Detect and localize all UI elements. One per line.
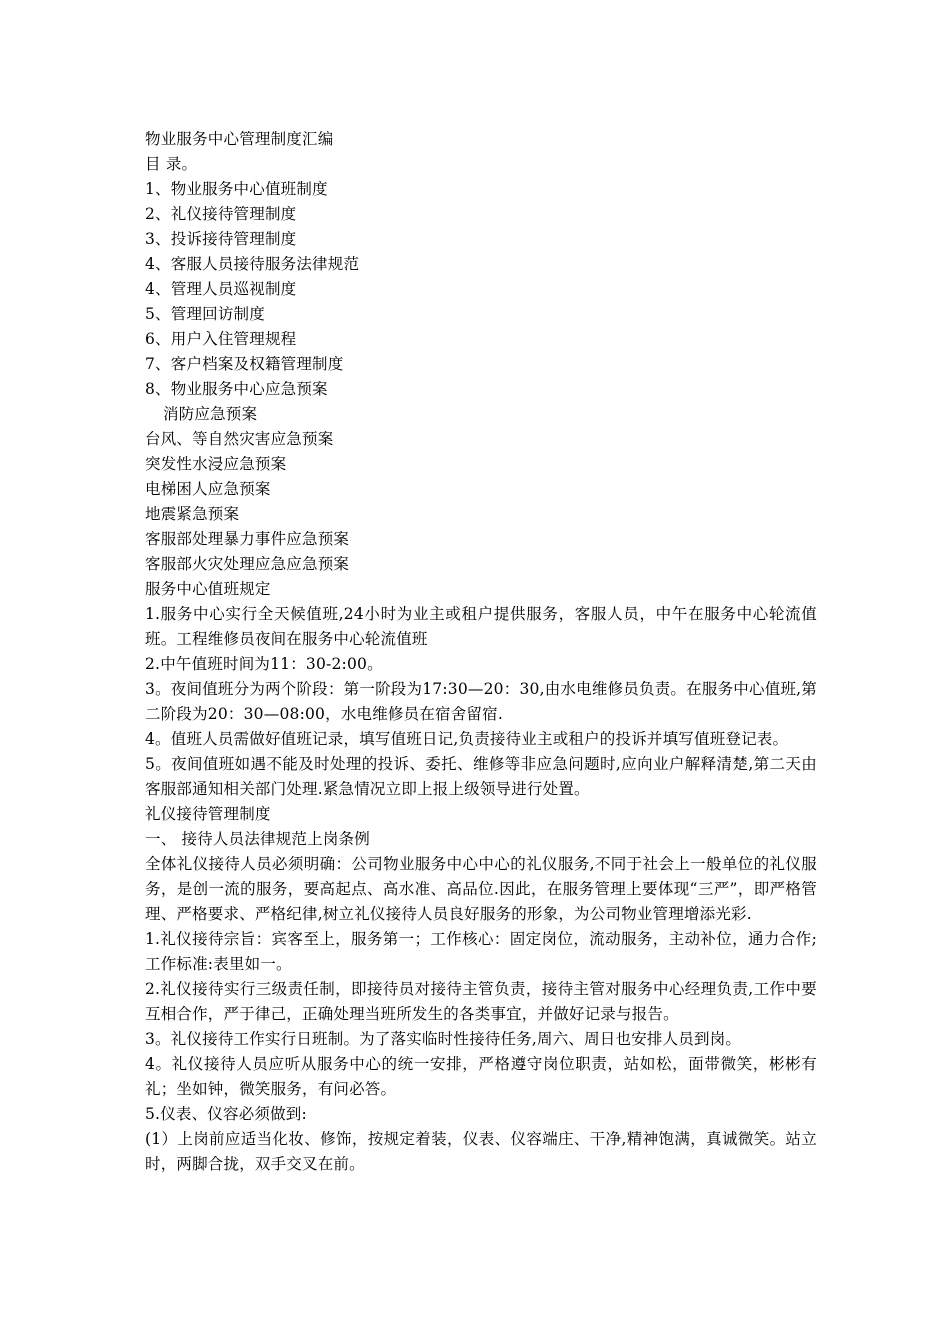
paragraph: 2.礼仪接待实行三级责任制，即接待员对接待主管负责，接待主管对服务中心经理负责,工作中要互相合作，严于律己，正确处理当班所发生的各类事宜，并做好记录与报告。 <box>145 980 817 1023</box>
toc-item: 5、管理回访制度 <box>145 305 265 323</box>
paragraph: 3。夜间值班分为两个阶段：第一阶段为17:30—20：30,由水电维修员负责。在服务中心值班,第二阶段为20：30—08:00，水电维修员在宿舍留宿. <box>145 680 817 723</box>
paragraph: 3。礼仪接待工作实行日班制。为了落实临时性接待任务,周六、周日也安排人员到岗。 <box>145 1030 742 1048</box>
toc-item: 3、投诉接待管理制度 <box>145 230 297 248</box>
paragraph: 1.礼仪接待宗旨：宾客至上，服务第一；工作核心：固定岗位，流动服务，主动补位，通力合作;工作标准:表里如一。 <box>145 930 817 973</box>
subsection-heading: 一、 接待人员法律规范上岗条例 <box>145 830 370 848</box>
paragraph: (1）上岗前应适当化妆、修饰，按规定着装，仪表、仪容端庄、干净,精神饱满，真诚微笑。站立时，两脚合拢，双手交叉在前。 <box>145 1130 817 1173</box>
section-heading: 礼仪接待管理制度 <box>145 805 271 823</box>
toc-item: 7、客户档案及权籍管理制度 <box>145 355 344 373</box>
document-body <box>145 127 817 1177</box>
toc-heading: 目 录。 <box>145 155 198 173</box>
toc-item: 1、物业服务中心值班制度 <box>145 180 328 198</box>
toc-subitem: 消防应急预案 <box>163 405 258 423</box>
toc-item: 8、物业服务中心应急预案 <box>145 380 328 398</box>
toc-subitem: 客服部火灾处理应急应急预案 <box>145 555 350 573</box>
paragraph: 4。值班人员需做好值班记录，填写值班日记,负责接待业主或租户的投诉并填写值班登记表。 <box>145 730 789 748</box>
toc-item: 4、管理人员巡视制度 <box>145 280 297 298</box>
toc-item: 6、用户入住管理规程 <box>145 330 297 348</box>
toc-item: 4、客服人员接待服务法律规范 <box>145 255 360 273</box>
document-title: 物业服务中心管理制度汇编 <box>145 130 334 148</box>
paragraph: 全体礼仪接待人员必须明确：公司物业服务中心中心的礼仪服务,不同于社会上一般单位的礼仪服务，是创一流的服务，要高起点、高水准、高品位.因此，在服务管理上要体现“三严”，即严格管理、严格要求、严格纪律,树立礼仪接待人员良好服务的形象，为公司物业管理增添光彩. <box>145 855 817 923</box>
toc-item: 2、礼仪接待管理制度 <box>145 205 297 223</box>
paragraph: 2.中午值班时间为11：30-2:00。 <box>145 655 383 673</box>
paragraph: 4。礼仪接待人员应听从服务中心的统一安排，严格遵守岗位职责，站如松，面带微笑，彬彬有礼；坐如钟，微笑服务，有问必答。 <box>145 1055 817 1098</box>
paragraph: 5.仪表、仪容必须做到: <box>145 1105 307 1123</box>
toc-subitem: 台风、等自然灾害应急预案 <box>145 430 334 448</box>
paragraph: 1.服务中心实行全天候值班,24小时为业主或租户提供服务，客服人员，中午在服务中心轮流值班。工程维修员夜间在服务中心轮流值班 <box>145 605 817 648</box>
toc-subitem: 地震紧急预案 <box>145 505 240 523</box>
paragraph: 5。夜间值班如遇不能及时处理的投诉、委托、维修等非应急问题时,应向业户解释清楚,第二天由客服部通知相关部门处理.紧急情况立即上报上级领导进行处置。 <box>145 755 817 798</box>
section-heading: 服务中心值班规定 <box>145 580 271 598</box>
toc-subitem: 客服部处理暴力事件应急预案 <box>145 530 350 548</box>
toc-subitem: 电梯困人应急预案 <box>145 480 271 498</box>
toc-subitem: 突发性水浸应急预案 <box>145 455 287 473</box>
